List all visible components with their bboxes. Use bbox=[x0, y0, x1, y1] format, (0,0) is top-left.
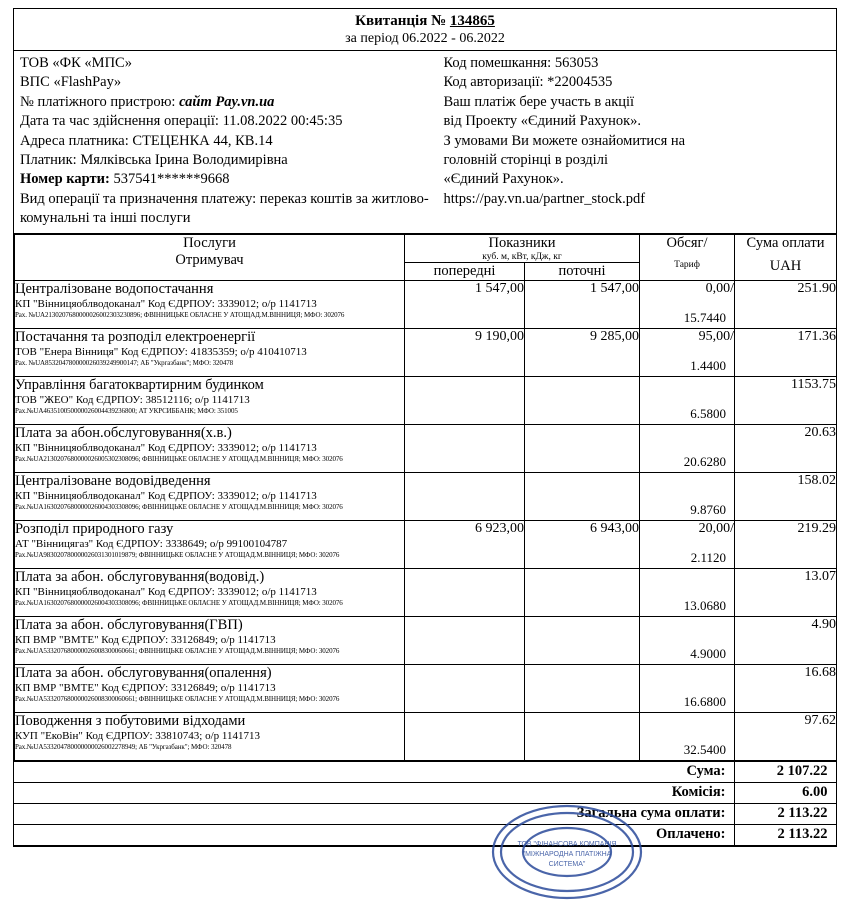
receipt-number: 134865 bbox=[449, 13, 495, 29]
svg-text:СИСТЕМА": СИСТЕМА" bbox=[548, 861, 586, 868]
totals-row bbox=[14, 803, 836, 824]
table-row bbox=[15, 280, 837, 328]
table-row bbox=[15, 616, 837, 664]
volume-cell bbox=[640, 568, 735, 616]
volume-cell bbox=[640, 424, 735, 472]
authorization-code: Код авторизації: *22004535 bbox=[443, 74, 613, 91]
premises-code: Код помешкання: 563053 bbox=[443, 55, 599, 71]
volume-cell bbox=[640, 664, 735, 712]
promo-line-3: З умовами Ви можете ознайомитися на bbox=[443, 132, 686, 149]
service-name: Розподіл природного газу bbox=[15, 520, 174, 537]
column-header-tariff-label: Тариф bbox=[674, 259, 700, 270]
current-value bbox=[525, 664, 640, 712]
service-org: КП ВМР "ВМТЕ" Код ЄДРПОУ: 33126849; о/р 1141713 bbox=[15, 681, 276, 694]
service-cell bbox=[15, 424, 405, 472]
volume-value: 95,00/ bbox=[698, 328, 735, 344]
paid-value: 2 113.22 bbox=[734, 824, 836, 845]
volume-value: 20,00/ bbox=[698, 520, 735, 536]
service-name: Постачання та розподіл електроенергії bbox=[15, 328, 256, 345]
operation-type-line2: комунальні та інші послуги bbox=[20, 210, 191, 227]
previous-value: 9 190,00 bbox=[405, 328, 525, 376]
receipt-document bbox=[13, 8, 837, 847]
payer-name: Платник: Мялківська Ірина Володимирівна bbox=[20, 152, 288, 169]
table-row bbox=[15, 424, 837, 472]
previous-value: 6 923,00 bbox=[405, 520, 525, 568]
device-number: № платіжного пристрою: сайт Pay.vn.ua bbox=[20, 93, 275, 110]
service-cell bbox=[15, 376, 405, 424]
column-header-indicators bbox=[405, 234, 640, 262]
current-value: 1 547,00 bbox=[525, 280, 640, 328]
sum-value: 20.63 bbox=[735, 424, 837, 472]
total-sum-label: Сума: bbox=[14, 761, 734, 782]
current-value bbox=[525, 616, 640, 664]
services-table-body bbox=[15, 280, 837, 760]
service-org: АТ "Вінницягаз" Код ЄДРПОУ: 3338649; о/р 99100104787 bbox=[15, 537, 288, 550]
promo-line-2: від Проекту «Єдиний Рахунок». bbox=[443, 113, 642, 130]
tariff-value: 4.9000 bbox=[690, 645, 727, 661]
service-requisites: Рах.№UA533207680000026008300060661; ФВІННИЦЬКЕ ОБЛАСНЕ У АТОЩАД.М.ВІННИЦЯ; МФО: 302076 bbox=[15, 646, 340, 655]
sum-value: 158.02 bbox=[735, 472, 837, 520]
sum-value: 1153.75 bbox=[735, 376, 837, 424]
table-row bbox=[15, 520, 837, 568]
service-requisites: Рах. №UA853204780000026039249900147; АБ "Укргазбанк"; МФО: 320478 bbox=[15, 358, 234, 367]
commission-label: Комісія: bbox=[14, 782, 734, 803]
service-requisites: Рах.№UA2130207680000026005302308096; ФВІННИЦЬКЕ ОБЛАСНЕ У АТОЩАД.М.ВІННИЦЯ; МФО: 302076 bbox=[15, 454, 343, 463]
column-header-services-label: Послуги bbox=[183, 234, 236, 251]
grand-total-value: 2 113.22 bbox=[734, 803, 836, 824]
promo-line-1: Ваш платіж бере участь в акції bbox=[443, 93, 635, 110]
current-value bbox=[525, 424, 640, 472]
table-row bbox=[15, 712, 837, 760]
operation-type-line1: Вид операції та призначення платежу: переказ коштів за житлово- bbox=[20, 190, 429, 207]
service-cell bbox=[15, 472, 405, 520]
column-header-indicators-label: Показники bbox=[488, 234, 556, 251]
tariff-value: 6.5800 bbox=[690, 405, 727, 421]
service-cell bbox=[15, 280, 405, 328]
receipt-period: за період 06.2022 - 06.2022 bbox=[345, 31, 505, 46]
service-cell bbox=[15, 520, 405, 568]
previous-value bbox=[405, 664, 525, 712]
services-table bbox=[14, 234, 837, 761]
svg-text:"МІЖНАРОДНА ПЛАТІЖНА: "МІЖНАРОДНА ПЛАТІЖНА bbox=[522, 851, 612, 858]
column-header-volume-label: Обсяг/ bbox=[666, 234, 708, 251]
service-name: Плата за абон. обслуговування(опалення) bbox=[15, 664, 272, 681]
sum-value: 16.68 bbox=[735, 664, 837, 712]
receipt-header bbox=[14, 9, 836, 51]
service-org: ТОВ "ЖЕО" Код ЄДРПОУ: 38512116; о/р 1141713 bbox=[15, 393, 250, 406]
sum-value: 251.90 bbox=[735, 280, 837, 328]
service-org: ТОВ "Енера Вінниця" Код ЄДРПОУ: 41835359; о/р 410410713 bbox=[15, 345, 307, 358]
sum-value: 13.07 bbox=[735, 568, 837, 616]
receipt-title-prefix: Квитанція № bbox=[355, 13, 450, 29]
commission-value: 6.00 bbox=[734, 782, 836, 803]
column-header-currency: UAH bbox=[769, 257, 802, 274]
grand-total-label: Загальна сума оплати: bbox=[14, 803, 734, 824]
tariff-value: 15.7440 bbox=[683, 309, 727, 325]
column-header-indicators-units: куб. м, кВт, кДж, кг bbox=[482, 251, 562, 262]
totals-row bbox=[14, 824, 836, 845]
tariff-value: 32.5400 bbox=[683, 741, 727, 757]
volume-cell bbox=[640, 520, 735, 568]
current-value bbox=[525, 376, 640, 424]
service-requisites: Рах.№UA1630207680000026004303308096; ФВІННИЦЬКЕ ОБЛАСНЕ У АТОЩАД.М.ВІННИЦЯ; МФО: 302076 bbox=[15, 502, 343, 511]
column-header-services bbox=[15, 234, 405, 280]
column-header-current: поточні bbox=[525, 262, 640, 280]
column-header-sum-label: Сума оплати bbox=[746, 234, 825, 251]
column-header-volume bbox=[640, 234, 735, 280]
previous-value bbox=[405, 424, 525, 472]
operation-datetime: Дата та час здійснення операції: 11.08.2022 00:45:35 bbox=[20, 113, 343, 130]
previous-value bbox=[405, 616, 525, 664]
volume-cell bbox=[640, 712, 735, 760]
page-title bbox=[14, 13, 836, 30]
service-cell bbox=[15, 712, 405, 760]
service-org: КП "Вінницяоблводоканал" Код ЄДРПОУ: 3339012; о/р 1141713 bbox=[15, 441, 317, 454]
service-requisites: Рах.№UA463510050000026004439236800; АТ УКРСИББАНК; МФО: 351005 bbox=[15, 406, 238, 415]
payer-info-right bbox=[441, 54, 836, 229]
current-value bbox=[525, 568, 640, 616]
sum-value: 97.62 bbox=[735, 712, 837, 760]
tariff-value: 9.8760 bbox=[690, 501, 727, 517]
column-header-sum bbox=[735, 234, 837, 280]
volume-value: 0,00/ bbox=[705, 280, 735, 296]
card-number: Номер карти: 537541******9668 bbox=[20, 171, 230, 188]
volume-cell bbox=[640, 328, 735, 376]
promo-link: https://pay.vn.ua/partner_stock.pdf bbox=[443, 190, 646, 207]
service-org: КП "Вінницяоблводоканал" Код ЄДРПОУ: 3339012; о/р 1141713 bbox=[15, 297, 317, 310]
service-name: Централізоване водопостачання bbox=[15, 280, 214, 297]
current-value: 6 943,00 bbox=[525, 520, 640, 568]
service-org: КУП "ЕкоВін" Код ЄДРПОУ: 33810743; о/р 1141713 bbox=[15, 729, 260, 742]
promo-line-5: «Єдиний Рахунок». bbox=[443, 171, 564, 188]
payer-info-left bbox=[14, 54, 441, 229]
sum-value: 171.36 bbox=[735, 328, 837, 376]
table-row bbox=[15, 568, 837, 616]
total-sum-value: 2 107.22 bbox=[734, 761, 836, 782]
volume-cell bbox=[640, 376, 735, 424]
tariff-value: 2.1120 bbox=[690, 549, 727, 565]
service-requisites: Рах.№UA533204780000000026002278949; АБ "Укргазбанк"; МФО: 320478 bbox=[15, 742, 232, 751]
table-row bbox=[15, 376, 837, 424]
previous-value bbox=[405, 376, 525, 424]
column-header-recipient-label: Отримувач bbox=[175, 251, 244, 268]
service-name: Централізоване водовідведення bbox=[15, 472, 211, 489]
tariff-value: 1.4400 bbox=[690, 357, 727, 373]
previous-value bbox=[405, 472, 525, 520]
current-value bbox=[525, 712, 640, 760]
table-row bbox=[15, 664, 837, 712]
svg-text:ТОВ "ФІНАНСОВА КОМПАНІЯ: ТОВ "ФІНАНСОВА КОМПАНІЯ bbox=[517, 841, 617, 848]
service-cell bbox=[15, 328, 405, 376]
totals-row bbox=[14, 761, 836, 782]
current-value: 9 285,00 bbox=[525, 328, 640, 376]
tariff-value: 20.6280 bbox=[683, 453, 727, 469]
service-requisites: Рах.№UA533207680000026008300060661; ФВІННИЦЬКЕ ОБЛАСНЕ У АТОЩАД.М.ВІННИЦЯ; МФО: 302076 bbox=[15, 694, 340, 703]
volume-cell bbox=[640, 280, 735, 328]
previous-value bbox=[405, 568, 525, 616]
service-org: КП "Вінницяоблводоканал" Код ЄДРПОУ: 3339012; о/р 1141713 bbox=[15, 489, 317, 502]
service-requisites: Рах. №UA2130207680000026002303230896; ФВІННИЦЬКЕ ОБЛАСНЕ У АТОЩАД.М.ВІННИЦЯ; МФО: 302076 bbox=[15, 310, 345, 319]
sum-value: 219.29 bbox=[735, 520, 837, 568]
service-requisites: Рах.№UA983020780000026031301019879; ФВІННИЦЬКЕ ОБЛАСНЕ У АТОЩАД.М.ВІННИЦЯ; МФО: 302076 bbox=[15, 550, 340, 559]
service-cell bbox=[15, 664, 405, 712]
service-cell bbox=[15, 568, 405, 616]
table-row bbox=[15, 472, 837, 520]
brand-name: ВПС «FlashPay» bbox=[20, 74, 122, 91]
service-cell bbox=[15, 616, 405, 664]
tariff-value: 13.0680 bbox=[683, 597, 727, 613]
tariff-value: 16.6800 bbox=[683, 693, 727, 709]
previous-value: 1 547,00 bbox=[405, 280, 525, 328]
table-header-row bbox=[15, 234, 837, 262]
table-row bbox=[15, 328, 837, 376]
sum-value: 4.90 bbox=[735, 616, 837, 664]
service-name: Поводження з побутовими відходами bbox=[15, 712, 246, 729]
company-name: ТОВ «ФК «МПС» bbox=[20, 55, 132, 71]
service-org: КП ВМР "ВМТЕ" Код ЄДРПОУ: 33126849; о/р 1141713 bbox=[15, 633, 276, 646]
payer-info bbox=[14, 51, 836, 234]
service-name: Плата за абон. обслуговування(ГВП) bbox=[15, 616, 243, 633]
service-requisites: Рах.№UA1630207680000026004303308096; ФВІННИЦЬКЕ ОБЛАСНЕ У АТОЩАД.М.ВІННИЦЯ; МФО: 302076 bbox=[15, 598, 343, 607]
payer-address: Адреса платника: СТЕЦЕНКА 44, КВ.14 bbox=[20, 132, 273, 149]
column-header-previous: попередні bbox=[405, 262, 525, 280]
volume-cell bbox=[640, 472, 735, 520]
paid-label: Оплачено: bbox=[14, 824, 734, 845]
service-name: Управління багатоквартирним будинком bbox=[15, 376, 264, 393]
service-name: Плата за абон.обслуговування(х.в.) bbox=[15, 424, 232, 441]
service-org: КП "Вінницяоблводоканал" Код ЄДРПОУ: 3339012; о/р 1141713 bbox=[15, 585, 317, 598]
service-name: Плата за абон. обслуговування(водовід.) bbox=[15, 568, 265, 585]
volume-cell bbox=[640, 616, 735, 664]
promo-line-4: головній сторінці в розділі bbox=[443, 152, 608, 169]
current-value bbox=[525, 472, 640, 520]
totals-row bbox=[14, 782, 836, 803]
previous-value bbox=[405, 712, 525, 760]
totals-table bbox=[14, 761, 837, 846]
